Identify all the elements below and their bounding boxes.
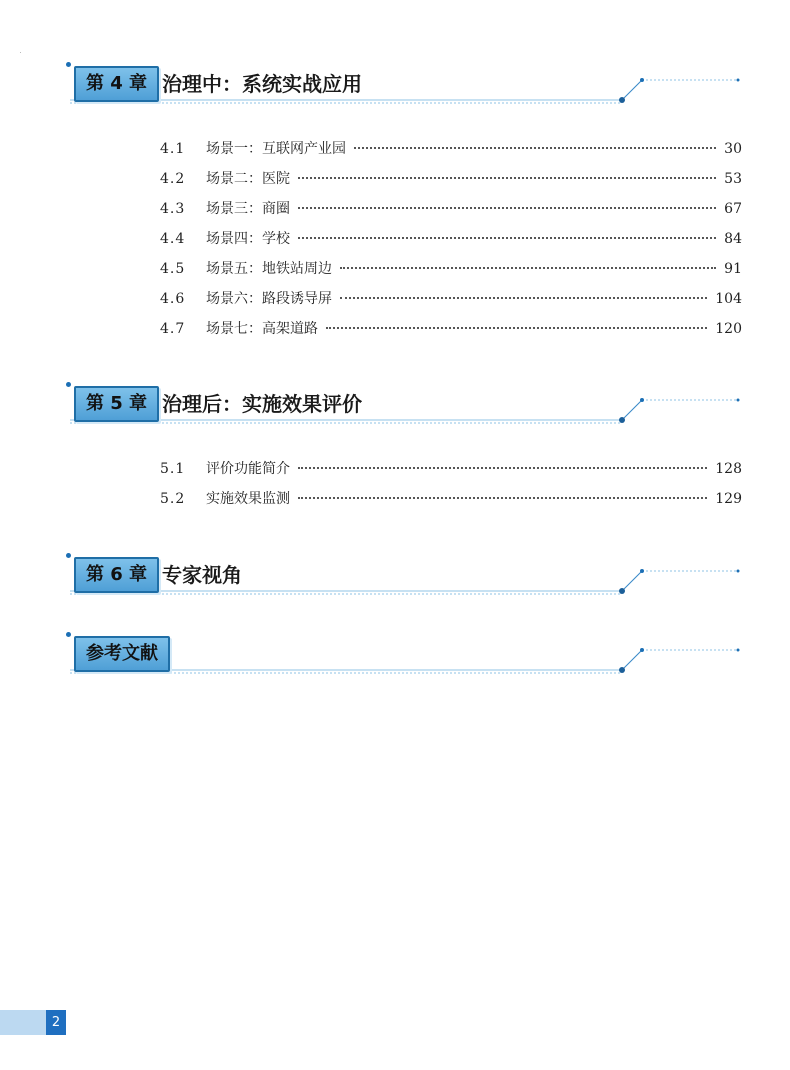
toc-entry-title: 场景二：医院	[206, 171, 290, 187]
toc-entry-title: 实施效果监测	[206, 491, 290, 507]
chapter-header-6[interactable]	[62, 553, 752, 603]
toc-entry-page: 67	[724, 201, 742, 217]
toc-list-chapter-4	[160, 138, 742, 348]
chapter-header-5[interactable]	[62, 382, 752, 432]
toc-entry-title: 场景三：商圈	[206, 201, 290, 217]
toc-entry[interactable]	[160, 458, 742, 488]
toc-entry-number: 4.3	[160, 201, 186, 217]
dot-leader	[298, 467, 707, 469]
toc-entry[interactable]	[160, 258, 742, 288]
toc-entry-title: 场景六：路段诱导屏	[206, 291, 332, 307]
toc-entry-number: 5.1	[160, 461, 186, 477]
toc-entry-page: 104	[715, 291, 742, 307]
toc-entry[interactable]	[160, 228, 742, 258]
toc-entry[interactable]	[160, 318, 742, 348]
page-tab-decoration	[0, 1010, 46, 1035]
corner-mark	[20, 52, 21, 53]
chapter-title: 治理中：系统实战应用	[162, 72, 362, 96]
chapter-title: 专家视角	[162, 563, 242, 587]
dot-leader	[354, 147, 716, 149]
toc-entry-number: 4.5	[160, 261, 186, 277]
bullet-dot-icon	[66, 382, 71, 387]
toc-entry-page: 128	[715, 461, 742, 477]
bullet-dot-icon	[66, 553, 71, 558]
bullet-dot-icon	[66, 62, 71, 67]
bullet-dot-icon	[66, 632, 71, 637]
toc-entry-number: 5.2	[160, 491, 186, 507]
dot-leader	[298, 177, 716, 179]
toc-entry-page: 129	[715, 491, 742, 507]
toc-entry[interactable]	[160, 198, 742, 228]
toc-entry-number: 4.4	[160, 231, 186, 247]
toc-entry-page: 53	[724, 171, 742, 187]
toc-entry[interactable]	[160, 488, 742, 518]
chapter-tag: 第 5 章	[74, 386, 159, 422]
dot-leader	[298, 497, 707, 499]
chapter-header-4[interactable]	[62, 62, 752, 112]
toc-entry-number: 4.6	[160, 291, 186, 307]
chapter-tag: 第 6 章	[74, 557, 159, 593]
toc-entry-title: 评价功能简介	[206, 461, 290, 477]
toc-entry-page: 120	[715, 321, 742, 337]
page-number: 2	[46, 1010, 66, 1035]
toc-entry-number: 4.1	[160, 141, 186, 157]
toc-entry-number: 4.7	[160, 321, 186, 337]
dot-leader	[298, 207, 716, 209]
toc-entry[interactable]	[160, 138, 742, 168]
chapter-title: 治理后：实施效果评价	[162, 392, 362, 416]
toc-list-chapter-5	[160, 458, 742, 518]
toc-entry-page: 30	[724, 141, 742, 157]
references-header[interactable]	[62, 632, 752, 682]
dot-leader	[340, 267, 716, 269]
chapter-tag: 参考文献	[74, 636, 170, 672]
dot-leader	[298, 237, 716, 239]
dot-leader	[326, 327, 707, 329]
toc-entry[interactable]	[160, 288, 742, 318]
chapter-tag: 第 4 章	[74, 66, 159, 102]
toc-entry-title: 场景四：学校	[206, 231, 290, 247]
toc-entry-title: 场景五：地铁站周边	[206, 261, 332, 277]
toc-entry-title: 场景一：互联网产业园	[206, 141, 346, 157]
toc-entry-title: 场景七：高架道路	[206, 321, 318, 337]
toc-entry-number: 4.2	[160, 171, 186, 187]
toc-entry-page: 91	[724, 261, 742, 277]
toc-entry-page: 84	[724, 231, 742, 247]
dot-leader	[340, 297, 707, 299]
toc-entry[interactable]	[160, 168, 742, 198]
